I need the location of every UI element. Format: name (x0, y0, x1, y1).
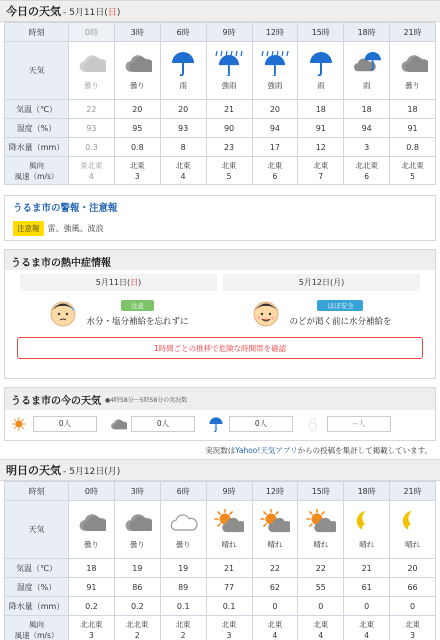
precip-row-cell: 17 (252, 138, 298, 157)
cloud-icon (398, 50, 428, 76)
precip-row-cell: 0.2 (114, 597, 160, 616)
wind-label: 風向 風速（m/s） (5, 616, 69, 640)
cloud-umbrella-icon (352, 50, 382, 76)
temp-row-label: 気温（℃） (5, 100, 69, 119)
weather-row (5, 42, 436, 100)
today-date: - 5月11日(日) (63, 7, 121, 18)
precip-row-cell: 0.8 (114, 138, 160, 157)
weather-cell (114, 501, 160, 559)
umbrella-icon (168, 50, 198, 76)
tomorrow-header (0, 459, 440, 481)
wind-cell: 北東 6 (252, 157, 298, 185)
report-footnote: 実況数はYahoo!天気アプリからの投稿を集計して掲載しています。 (205, 446, 432, 455)
temp-row (5, 559, 436, 578)
weather-label: 天気 (5, 42, 69, 100)
report-count-value: 0人 (33, 416, 97, 432)
cloud-icon (122, 509, 152, 535)
temp-row-cell: 22 (69, 100, 115, 119)
cloud-light-icon (168, 509, 198, 535)
wind-cell: 東北東 4 (69, 157, 115, 185)
wind-row (5, 616, 436, 640)
weather-text: 曇り (129, 81, 145, 90)
precip-row-cell: 8 (160, 138, 206, 157)
wind-cell: 北東 2 (160, 616, 206, 640)
temp-row-cell: 18 (390, 100, 436, 119)
weather-text: 曇り (83, 540, 99, 549)
humidity-row-cell: 93 (69, 119, 115, 138)
sun-cloud-icon (306, 509, 336, 535)
humidity-row-cell: 86 (114, 578, 160, 597)
smiling-face-icon (251, 297, 281, 329)
weather-text: 雨 (317, 81, 325, 90)
heat-message: のどが渇く前に水分補給を (289, 316, 392, 327)
humidity-row-cell: 66 (390, 578, 436, 597)
current-weather-sub: ●4時58分～5時58分の実況数 (105, 396, 188, 404)
precip-row-cell: 23 (206, 138, 252, 157)
temp-row-cell: 21 (344, 559, 390, 578)
time-label: 時刻 (5, 23, 69, 42)
report-count-item (305, 415, 391, 433)
precip-row-cell: 0.3 (69, 138, 115, 157)
report-count-item (109, 415, 195, 433)
time-cell: 3時 (114, 482, 160, 501)
heat-hourly-button[interactable]: 1時間ごとの推移で危険な時間帯を確認 (17, 337, 423, 359)
sun-icon (11, 415, 29, 433)
wind-cell: 北北東 5 (390, 157, 436, 185)
heat-level-badge: ほぼ安全 (317, 300, 363, 311)
weather-text: 曇り (175, 540, 191, 549)
time-cell: 9時 (206, 23, 252, 42)
weather-cell (69, 42, 115, 100)
humidity-row-cell: 89 (160, 578, 206, 597)
wind-cell: 北北東 2 (114, 616, 160, 640)
current-weather-box (4, 387, 436, 441)
report-count-value: 0人 (229, 416, 293, 432)
wind-cell: 北東 4 (344, 616, 390, 640)
precip-row-cell: 3 (344, 138, 390, 157)
humidity-row-cell: 93 (160, 119, 206, 138)
temp-row (5, 100, 436, 119)
humidity-row-cell: 95 (114, 119, 160, 138)
weather-cell (344, 501, 390, 559)
precip-row-cell: 0 (344, 597, 390, 616)
weather-cell (390, 501, 436, 559)
time-cell: 15時 (298, 482, 344, 501)
heatstroke-title: うるま市の熱中症情報 (5, 250, 435, 270)
heatstroke-box (4, 249, 436, 379)
temp-row-label: 気温（℃） (5, 559, 69, 578)
humidity-row-label: 湿度（%） (5, 119, 69, 138)
temp-row-cell: 22 (298, 559, 344, 578)
weather-cell (298, 42, 344, 100)
warning-box (4, 195, 436, 241)
weather-text: 曇り (129, 540, 145, 549)
cloud-icon (76, 509, 106, 535)
temp-row-cell: 20 (252, 100, 298, 119)
weather-text: 晴れ (405, 540, 421, 549)
sweating-face-icon (48, 297, 78, 329)
current-weather-title: うるま市の今の天気 (11, 395, 101, 407)
tomorrow-forecast-table (4, 481, 436, 640)
temp-row-cell: 22 (252, 559, 298, 578)
temp-row-cell: 21 (206, 100, 252, 119)
time-cell: 12時 (252, 23, 298, 42)
wind-cell: 北北東 3 (69, 616, 115, 640)
precip-row-cell: 0 (252, 597, 298, 616)
precip-row-label: 降水量（mm） (5, 597, 69, 616)
heat-day-date: 5月12日(月) (223, 274, 420, 291)
temp-row-cell: 18 (298, 100, 344, 119)
weather-text: 強雨 (221, 81, 237, 90)
precip-row-cell: 0.2 (69, 597, 115, 616)
time-cell: 6時 (160, 23, 206, 42)
umbrella-icon (306, 50, 336, 76)
precip-row-cell: 0.1 (206, 597, 252, 616)
temp-row-cell: 20 (114, 100, 160, 119)
wind-cell: 北東 5 (206, 157, 252, 185)
warning-badge: 注意報 (13, 221, 44, 236)
precip-row-cell: 0.8 (390, 138, 436, 157)
weather-text: 雨 (179, 81, 187, 90)
snowman-icon (305, 415, 323, 433)
time-cell: 18時 (344, 23, 390, 42)
weather-cell (69, 501, 115, 559)
wind-cell: 北北東 6 (344, 157, 390, 185)
weather-cell (390, 42, 436, 100)
precip-row (5, 597, 436, 616)
wind-cell: 北東 4 (298, 616, 344, 640)
time-cell: 3時 (114, 23, 160, 42)
precip-row-label: 降水量（mm） (5, 138, 69, 157)
heat-level-badge: 注意 (121, 300, 154, 311)
time-row (5, 23, 436, 42)
time-cell: 21時 (390, 23, 436, 42)
wind-cell: 北東 7 (298, 157, 344, 185)
sun-cloud-icon (260, 509, 290, 535)
wind-label: 風向 風速（m/s） (5, 157, 69, 185)
today-forecast-table (4, 22, 436, 185)
heat-message: 水分・塩分補給を忘れずに (86, 316, 189, 327)
time-label: 時刻 (5, 482, 69, 501)
time-cell: 12時 (252, 482, 298, 501)
weather-cell (206, 42, 252, 100)
humidity-row-cell: 61 (344, 578, 390, 597)
weather-text: 強雨 (267, 81, 283, 90)
weather-cell (344, 42, 390, 100)
time-cell: 18時 (344, 482, 390, 501)
tomorrow-title: 明日の天気 (6, 464, 61, 477)
wind-cell: 北東 3 (206, 616, 252, 640)
humidity-row-cell: 91 (298, 119, 344, 138)
humidity-row-cell: 90 (206, 119, 252, 138)
humidity-row-cell: 94 (344, 119, 390, 138)
wind-cell: 北東 4 (252, 616, 298, 640)
temp-row-cell: 19 (114, 559, 160, 578)
time-row (5, 482, 436, 501)
weather-text: 晴れ (359, 540, 375, 549)
temp-row-cell: 20 (160, 100, 206, 119)
temp-row-cell: 21 (206, 559, 252, 578)
report-count-item (11, 415, 97, 433)
humidity-row-cell: 77 (206, 578, 252, 597)
warning-items: 雷、強風、波浪 (47, 224, 104, 233)
yahoo-app-link[interactable]: Yahoo!天気アプリ (235, 446, 298, 455)
wind-cell: 北東 4 (160, 157, 206, 185)
report-count-value: --人 (327, 416, 391, 432)
moon-cloud-icon (398, 509, 428, 535)
precip-row (5, 138, 436, 157)
wind-cell: 北東 3 (390, 616, 436, 640)
report-count-item (207, 415, 293, 433)
time-cell: 15時 (298, 23, 344, 42)
humidity-row (5, 578, 436, 597)
sun-cloud-icon (214, 509, 244, 535)
weather-cell (206, 501, 252, 559)
heat-day-2 (220, 274, 423, 329)
humidity-row-cell: 62 (252, 578, 298, 597)
report-count-value: 0人 (131, 416, 195, 432)
heat-day-date: 5月11日(日) (20, 274, 217, 291)
weather-text: 雨 (362, 81, 371, 90)
time-cell: 0時 (69, 23, 115, 42)
temp-row-cell: 20 (390, 559, 436, 578)
weather-label: 天気 (5, 501, 69, 559)
cloud-icon (109, 415, 127, 433)
warning-title[interactable]: うるま市の警報・注意報 (13, 203, 118, 214)
temp-row-cell: 18 (344, 100, 390, 119)
precip-row-cell: 0 (298, 597, 344, 616)
weather-text: 晴れ (313, 540, 329, 549)
humidity-row-label: 湿度（%） (5, 578, 69, 597)
weather-text: 晴れ (267, 540, 283, 549)
wind-row (5, 157, 436, 185)
time-cell: 0時 (69, 482, 115, 501)
tomorrow-date: - 5月12日(月) (63, 466, 121, 477)
precip-row-cell: 0.1 (160, 597, 206, 616)
humidity-row-cell: 55 (298, 578, 344, 597)
time-cell: 21時 (390, 482, 436, 501)
precip-row-cell: 12 (298, 138, 344, 157)
humidity-row-cell: 94 (252, 119, 298, 138)
weather-cell (298, 501, 344, 559)
weather-row (5, 501, 436, 559)
heavy-rain-icon (260, 50, 290, 76)
time-cell: 9時 (206, 482, 252, 501)
weather-cell (160, 42, 206, 100)
humidity-row (5, 119, 436, 138)
temp-row-cell: 19 (160, 559, 206, 578)
weather-text: 晴れ (221, 540, 237, 549)
weather-text: 曇り (83, 81, 99, 90)
weather-cell (252, 501, 298, 559)
today-title: 今日の天気 (6, 5, 61, 18)
heat-day-1 (17, 274, 220, 329)
humidity-row-cell: 91 (390, 119, 436, 138)
cloud-icon (122, 50, 152, 76)
today-header (0, 0, 440, 22)
heavy-rain-icon (214, 50, 244, 76)
cloud-icon (76, 50, 106, 76)
temp-row-cell: 18 (69, 559, 115, 578)
weather-cell (114, 42, 160, 100)
weather-text: 曇り (405, 81, 421, 90)
wind-cell: 北東 3 (114, 157, 160, 185)
weather-cell (160, 501, 206, 559)
humidity-row-cell: 91 (69, 578, 115, 597)
precip-row-cell: 0 (390, 597, 436, 616)
umbrella-icon (207, 415, 225, 433)
moon-cloud-icon (352, 509, 382, 535)
weather-cell (252, 42, 298, 100)
time-cell: 6時 (160, 482, 206, 501)
